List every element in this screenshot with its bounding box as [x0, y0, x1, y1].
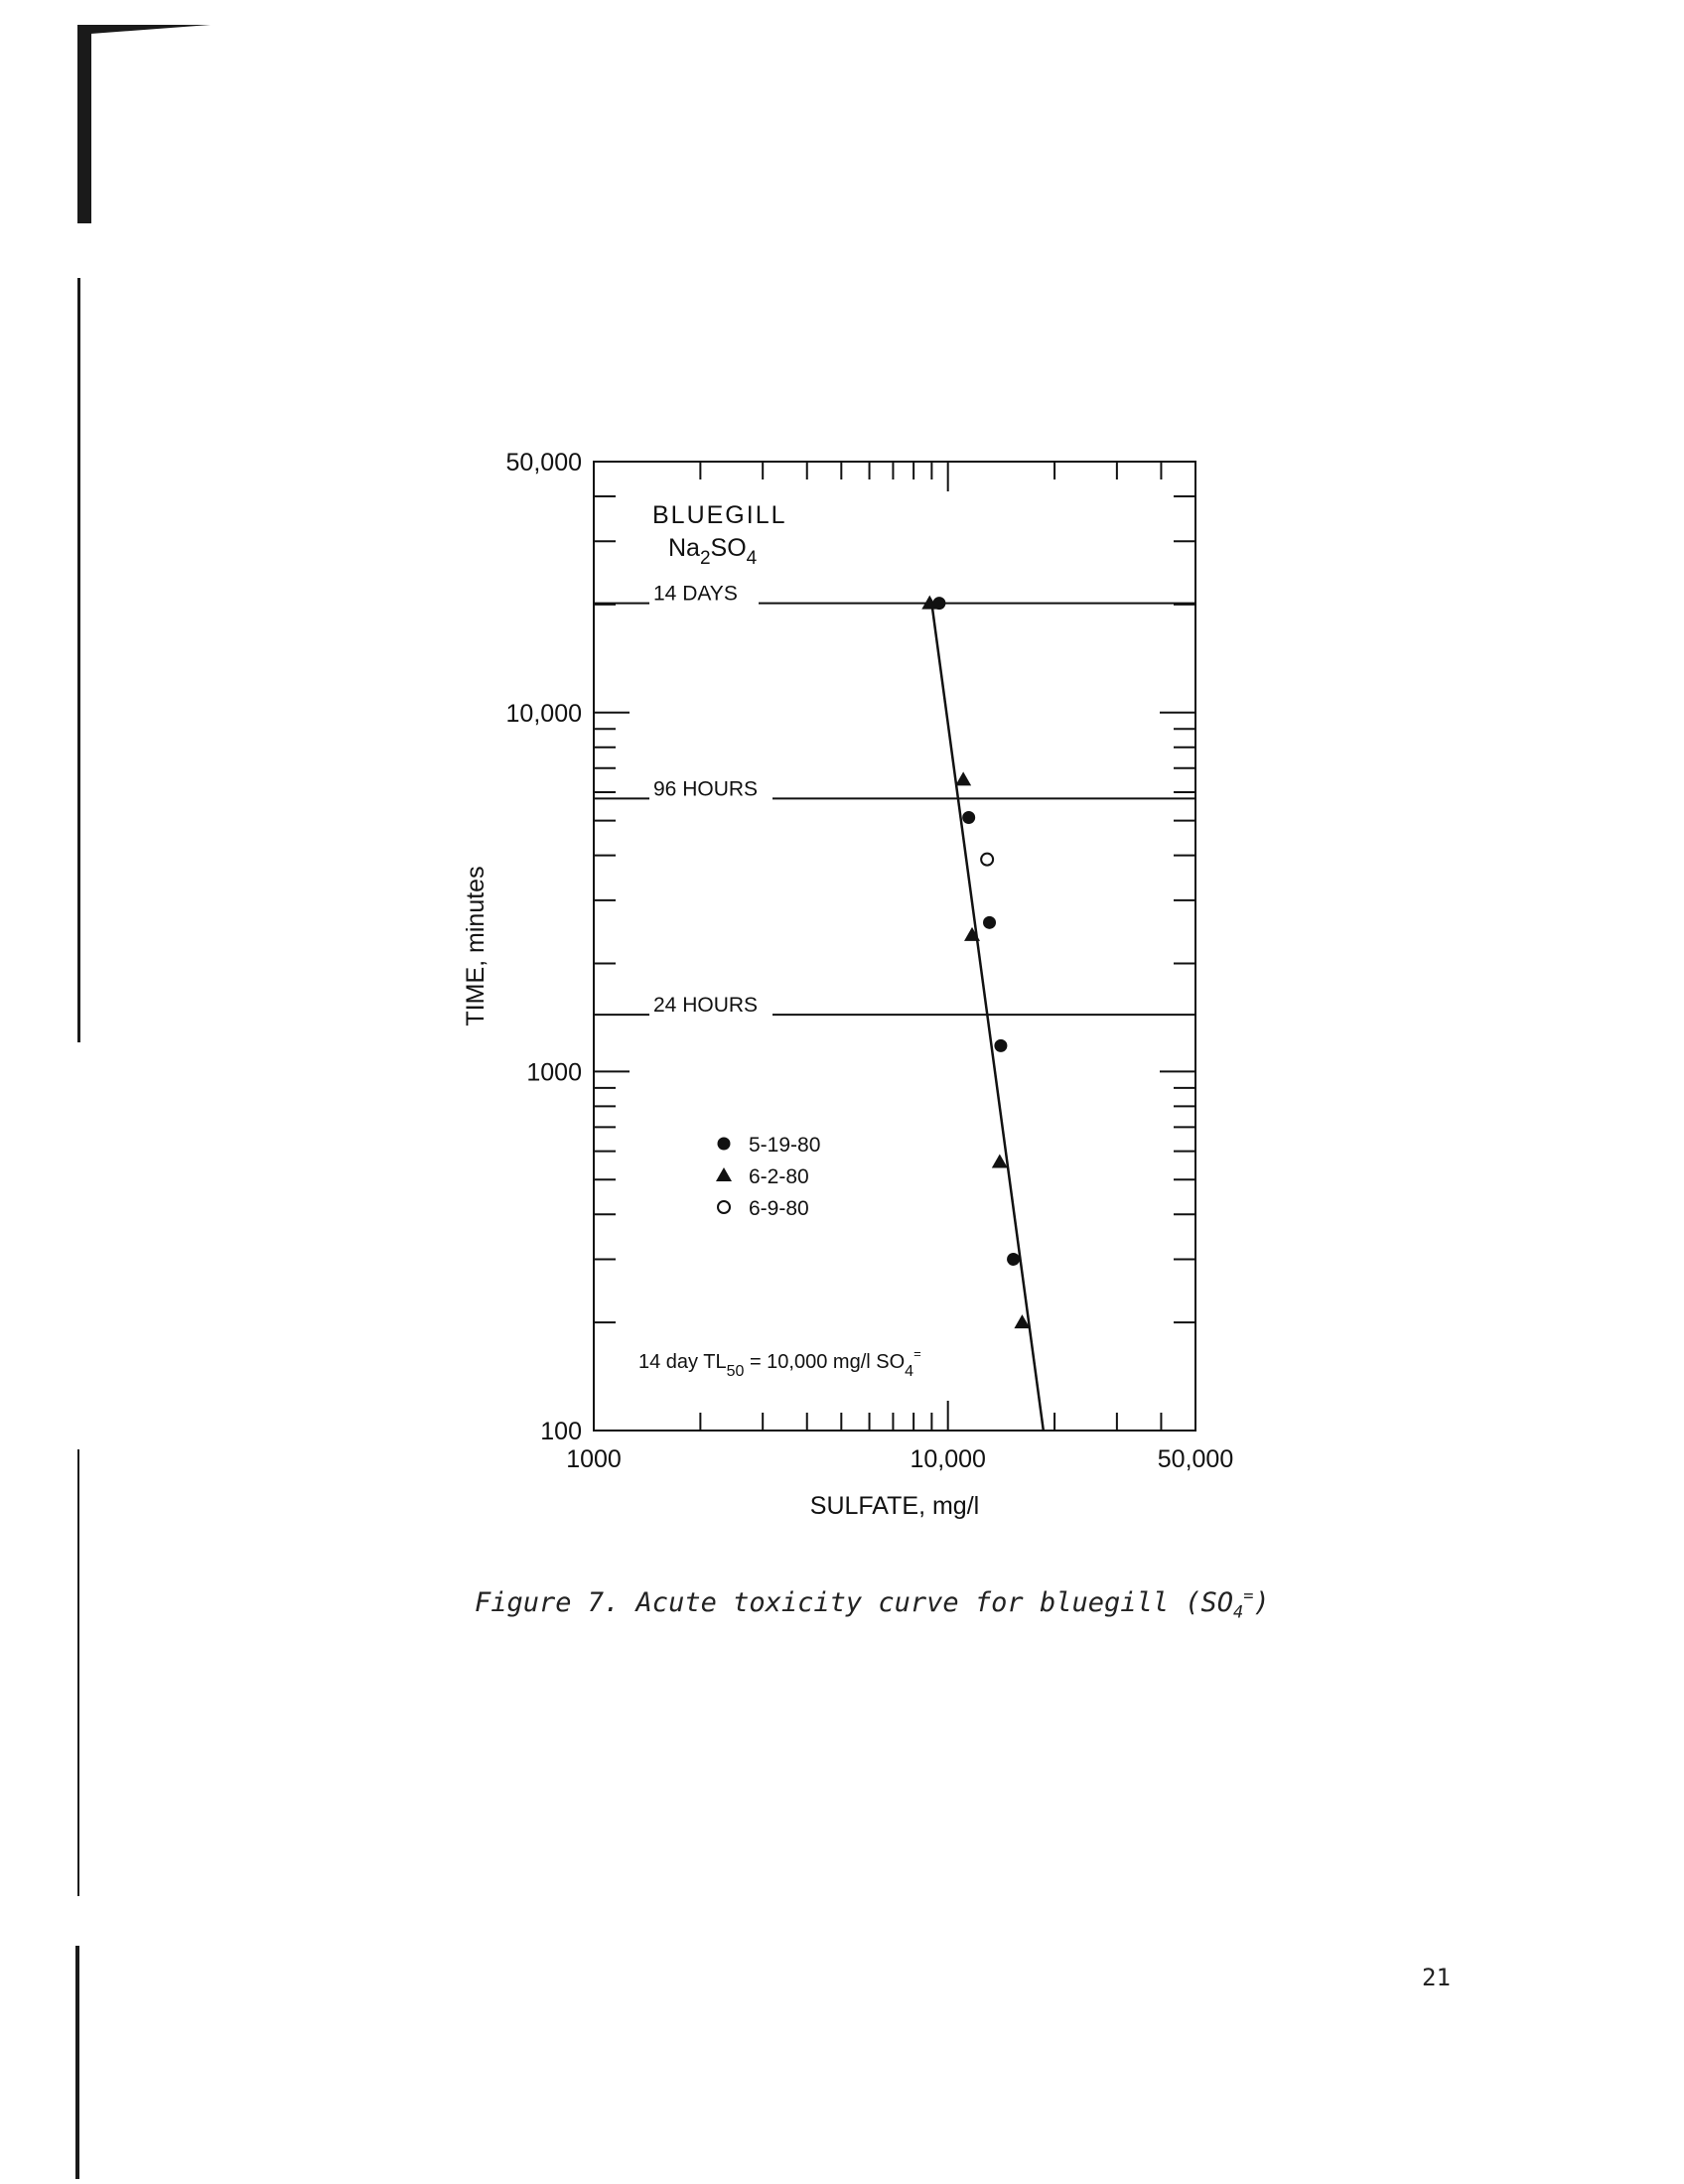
legend-marker [716, 1167, 732, 1181]
compound-label: $Na_2SO_4$ [668, 534, 758, 569]
tl50-annotation: 14 day $TL_{50} = 10,000$ mg/l $SO_4^=$ [638, 1346, 921, 1380]
legend-label: 5-19-80 [749, 1134, 821, 1157]
species-label: BLUEGILL [652, 501, 787, 529]
data-point [955, 771, 971, 785]
data-point [962, 811, 975, 824]
y-tick-label: 50,000 [505, 449, 582, 477]
figure-caption: Figure 7. Acute toxicity curve for bluegill $(SO_4^=)$ [475, 1586, 1270, 1623]
reference-line-label: 96 HOURS [653, 777, 759, 801]
legend-label: 6-2-80 [749, 1165, 809, 1188]
y-tick-label: 10,000 [505, 699, 582, 728]
legend-marker [718, 1138, 731, 1151]
x-tick-label: 1000 [566, 1445, 622, 1473]
data-point [1007, 1253, 1020, 1266]
y-axis-label: TIME, minutes [462, 866, 490, 1026]
data-point [964, 927, 980, 941]
data-point [994, 1039, 1007, 1052]
fit-line-layer [931, 604, 1043, 1431]
page-number: 21 [1422, 1964, 1451, 1991]
data-point [981, 854, 993, 866]
x-axis-label: SULFATE, mg/l [809, 1492, 980, 1520]
reference-line-label: 24 HOURS [653, 994, 759, 1018]
legend-marker [718, 1201, 730, 1213]
y-tick-label: 100 [540, 1418, 582, 1445]
data-point [983, 916, 996, 929]
legend [716, 1134, 820, 1220]
plot-frame [594, 462, 1195, 1431]
fit-line [931, 604, 1043, 1431]
reference-lines [594, 583, 1195, 1017]
x-tick-label: 10,000 [910, 1445, 986, 1473]
x-tick-label: 50,000 [1157, 1445, 1234, 1473]
axis-ticks [594, 462, 1195, 1431]
legend-label: 6-9-80 [749, 1197, 809, 1220]
y-tick-label: 1000 [526, 1058, 582, 1087]
reference-line-label: 14 DAYS [653, 582, 738, 606]
